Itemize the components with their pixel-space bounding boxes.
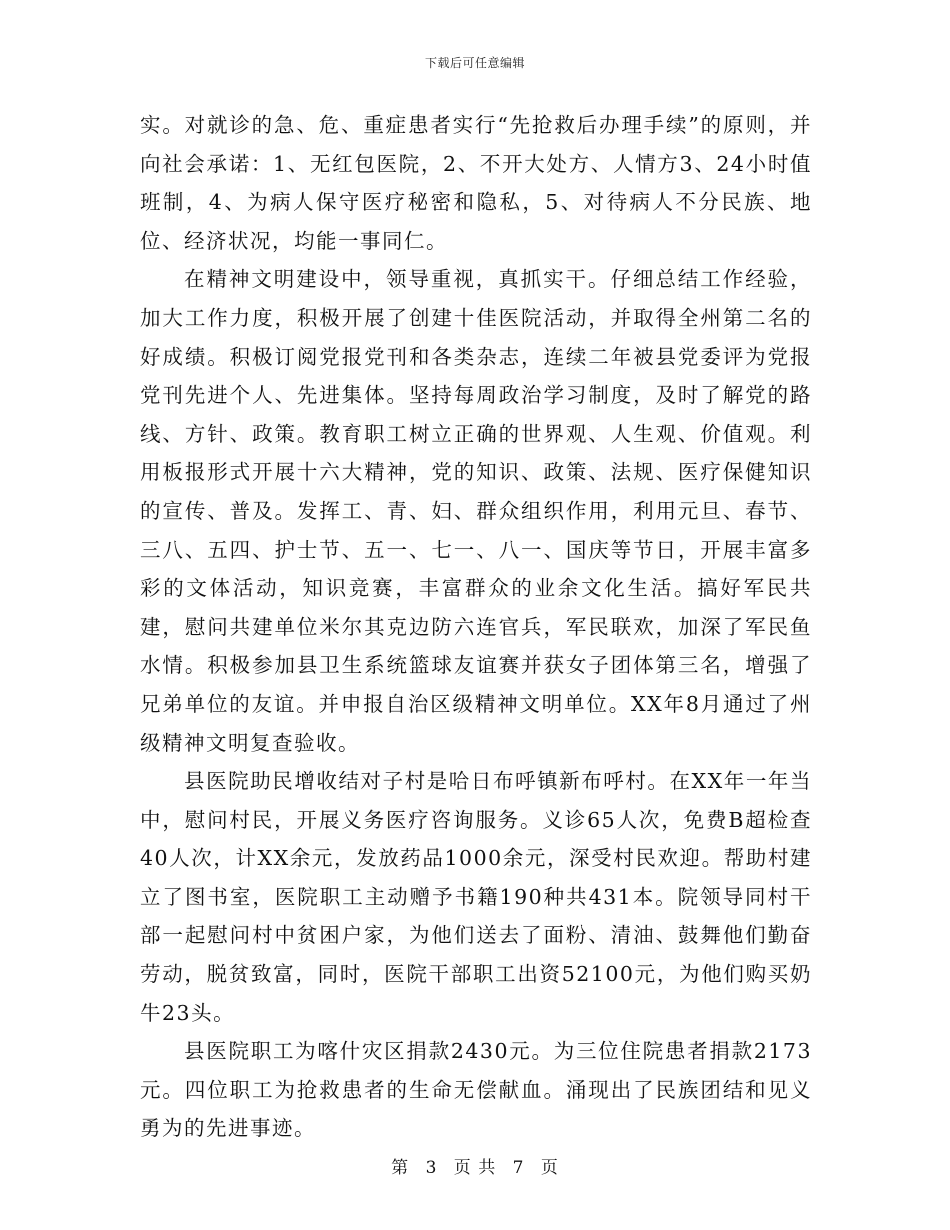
paragraph-spiritual-civilization: 在精神文明建设中，领导重视，真抓实干。仔细总结工作经验，加大工作力度，积极开展了创建十佳医院活动，并取得全州第二名的好成绩。积极订阅党报党刊和各类杂志，连续二年被县党委评为党报党刊先进个人、先进集体。坚持每周政治学习制度，及时了解党的路线、方针、政策。教育职工树立正确的世界观、人生观、价值观。利用板报形式开展十六大精神，党的知识、政策、法规、医疗保健知识的宣传、普及。发挥工、青、妇、群众组织作用，利用元旦、春节、三八、五四、护士节、五一、七一、八一、国庆等节日，开展丰富多彩的文体活动，知识竞赛，丰富群众的业余文化生活。搞好军民共建，慰问共建单位米尔其克边防六连官兵，军民联欢，加深了军民鱼水情。积极参加县卫生系统篮球友谊赛并获女子团体第三名，增强了兄弟单位的友谊。并申报自治区级精神文明单位。XX年8月通过了州级精神文明复查验收。 (140, 267, 812, 755)
page-footer (0, 1153, 950, 1178)
paragraph-continuation: 实。对就诊的急、危、重症患者实行“先抢救后办理手续”的原则，并向社会承诺：1、无红包医院，2、不开大处方、人情方3、24小时值班制，4、为病人保守医疗秘密和隐私，5、对待病人不分民族、地位、经济状况，均能一事同仁。 (140, 113, 812, 253)
current-page-number: 3 (425, 1158, 438, 1178)
page-header: 下载后可任意编辑 (424, 56, 525, 70)
page-number-middle: 页 共 (453, 1158, 497, 1178)
paragraph-village-aid: 县医院助民增收结对子村是哈日布呼镇新布呼村。在XX年一年当中，慰问村民，开展义务医疗咨询服务。义诊65人次，免费B超检查40人次，计XX余元，发放药品1000余元，深受村民欢迎。帮助村建立了图书室，医院职工主动赠予书籍190种共431本。院领导同村干部一起慰问村中贫困户家，为他们送去了面粉、清油、鼓舞他们勤奋劳动，脱贫致富，同时，医院干部职工出资52100元，为他们购买奶牛23头。 (140, 769, 812, 1025)
document-body (140, 106, 812, 1148)
page-number-suffix: 页 (540, 1158, 559, 1178)
total-page-number: 7 (512, 1158, 525, 1178)
page-number-prefix: 第 (391, 1158, 410, 1178)
paragraph-donations: 县医院职工为喀什灾区捐款2430元。为三位住院患者捐款2173元。四位职工为抢救患者的生命无偿献血。涌现出了民族团结和见义勇为的先进事迹。 (140, 1039, 812, 1141)
